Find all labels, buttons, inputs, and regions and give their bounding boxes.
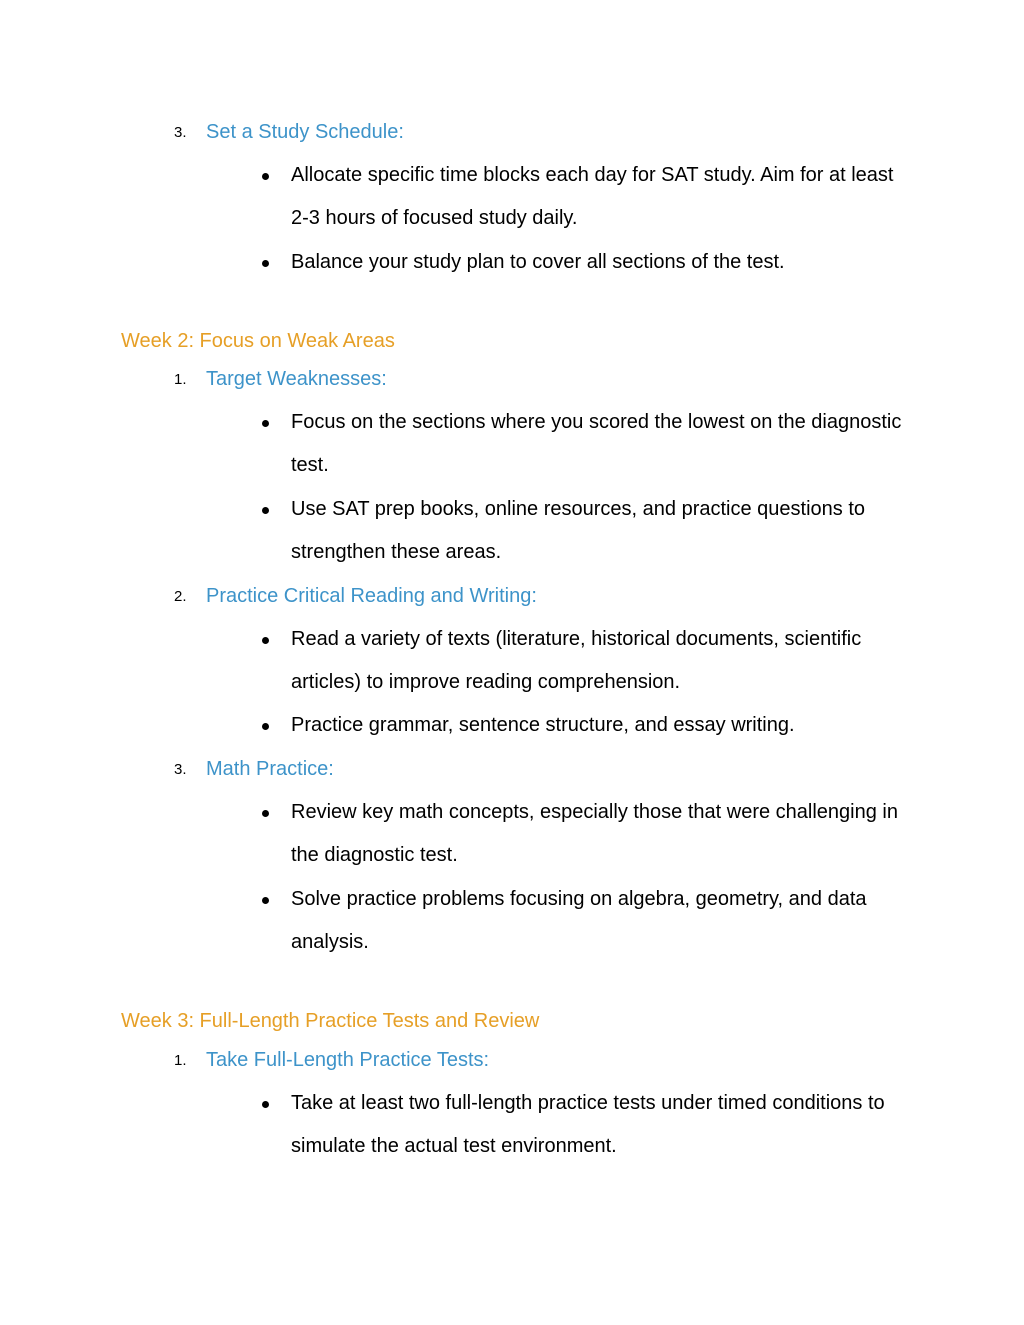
- item-title-math-practice: Math Practice:: [206, 758, 334, 780]
- bullet-text: Use SAT prep books, online resources, and practice questions to strengthen these areas.: [291, 498, 866, 564]
- bullet-icon: [262, 637, 269, 644]
- item-title-critical-reading: Practice Critical Reading and Writing:: [206, 585, 537, 607]
- bullet-text: Practice grammar, sentence structure, and essay writing.: [291, 714, 795, 736]
- list-number: 3.: [174, 124, 187, 141]
- list-number: 1.: [174, 1052, 187, 1069]
- bullet-text: Review key math concepts, especially those that were challenging in the diagnostic test.: [291, 801, 898, 867]
- bullet-icon: [262, 173, 269, 180]
- list-number: 3.: [174, 761, 187, 778]
- bullet-text: Allocate specific time blocks each day for SAT study. Aim for at least 2-3 hours of focused study daily.: [291, 164, 894, 230]
- bullet-icon: [262, 420, 269, 427]
- bullet-icon: [262, 1101, 269, 1108]
- list-number: 2.: [174, 588, 187, 605]
- bullet-text: Balance your study plan to cover all sections of the test.: [291, 251, 785, 273]
- item-title-target-weaknesses: Target Weaknesses:: [206, 368, 387, 390]
- bullet-icon: [262, 723, 269, 730]
- item-title-study-schedule: Set a Study Schedule:: [206, 121, 404, 143]
- item-title-full-length-tests: Take Full-Length Practice Tests:: [206, 1049, 490, 1071]
- week-2-heading: Week 2: Focus on Weak Areas: [121, 330, 395, 352]
- bullet-text: Read a variety of texts (literature, historical documents, scientific articles) to improve reading comprehension.: [291, 628, 862, 694]
- bullet-icon: [262, 260, 269, 267]
- bullet-icon: [262, 810, 269, 817]
- bullet-text: Focus on the sections where you scored the lowest on the diagnostic test.: [291, 411, 902, 477]
- bullet-text: Take at least two full-length practice tests under timed conditions to simulate the actual test environment.: [291, 1092, 885, 1158]
- bullet-icon: [262, 507, 269, 514]
- bullet-text: Solve practice problems focusing on algebra, geometry, and data analysis.: [291, 888, 867, 954]
- list-number: 1.: [174, 371, 187, 388]
- bullet-icon: [262, 897, 269, 904]
- week-3-heading: Week 3: Full-Length Practice Tests and Review: [121, 1010, 540, 1032]
